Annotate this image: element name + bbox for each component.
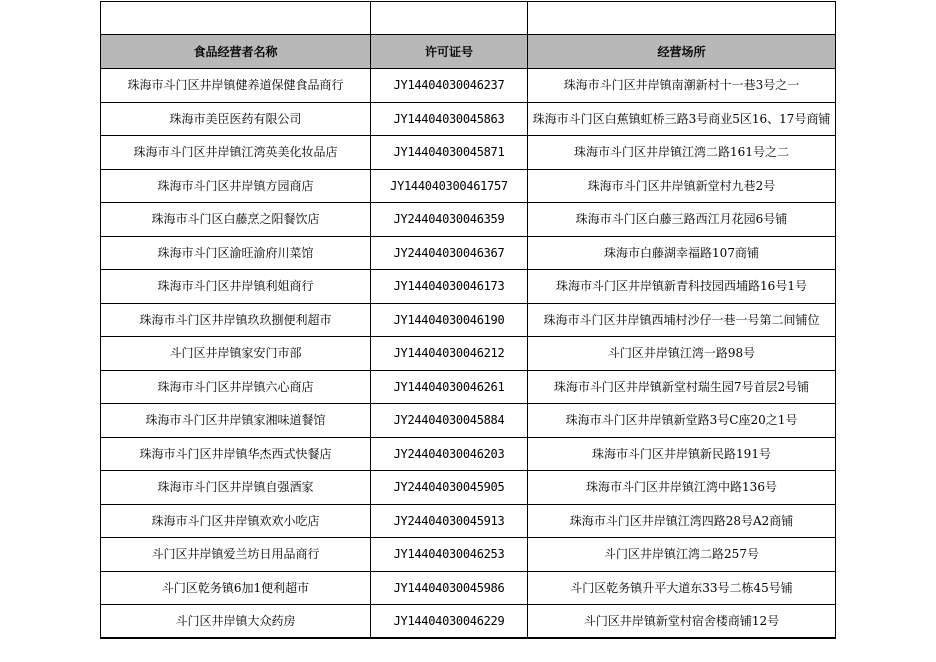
table-row (101, 303, 836, 337)
cell-address: 珠海市斗门区井岸镇新青科技园西埔路16号1号 (528, 270, 836, 304)
cell-license: JY14404030045871 (371, 136, 528, 170)
cell-license: JY14404030046237 (371, 69, 528, 103)
cell-license: JY24404030046203 (371, 437, 528, 471)
cell-license: JY24404030045905 (371, 471, 528, 505)
cell-name: 珠海市斗门区井岸镇家湘味道餐馆 (101, 404, 371, 438)
table-row (101, 102, 836, 136)
cell-license: JY14404030045986 (371, 571, 528, 605)
license-table (100, 1, 836, 639)
table-row (101, 471, 836, 505)
table-row (101, 437, 836, 471)
blank-cell (101, 2, 371, 35)
table-row (101, 605, 836, 639)
table-row (101, 337, 836, 371)
cell-license: JY24404030046367 (371, 236, 528, 270)
cell-license: JY24404030045884 (371, 404, 528, 438)
cell-license: JY144040300461757 (371, 169, 528, 203)
blank-cell (528, 2, 836, 35)
cell-name: 斗门区井岸镇家安门市部 (101, 337, 371, 371)
cell-address: 珠海市斗门区井岸镇新堂村九巷2号 (528, 169, 836, 203)
cell-license: JY24404030045913 (371, 504, 528, 538)
table-row (101, 370, 836, 404)
cell-address: 斗门区井岸镇江湾一路98号 (528, 337, 836, 371)
cell-license: JY14404030046229 (371, 605, 528, 639)
cell-license: JY14404030046253 (371, 538, 528, 572)
cell-license: JY14404030046261 (371, 370, 528, 404)
cell-address: 珠海市斗门区井岸镇西埔村沙仔一巷一号第二间铺位 (528, 303, 836, 337)
blank-cell (371, 2, 528, 35)
cell-address: 珠海市斗门区白蕉镇虹桥三路3号商业5区16、17号商铺 (528, 102, 836, 136)
cell-name: 珠海市美臣医药有限公司 (101, 102, 371, 136)
cell-name: 斗门区井岸镇爱兰坊日用品商行 (101, 538, 371, 572)
table-row (101, 169, 836, 203)
cell-address: 珠海市斗门区井岸镇江湾四路28号A2商铺 (528, 504, 836, 538)
table-row (101, 571, 836, 605)
cell-name: 珠海市斗门区井岸镇欢欢小吃店 (101, 504, 371, 538)
table-row (101, 136, 836, 170)
cell-name: 珠海市斗门区井岸镇玖玖捌便利超市 (101, 303, 371, 337)
header-row (101, 35, 836, 69)
blank-row (101, 2, 836, 35)
table-row (101, 404, 836, 438)
cell-name: 斗门区井岸镇大众药房 (101, 605, 371, 639)
cell-address: 珠海市斗门区井岸镇江湾中路136号 (528, 471, 836, 505)
table-row (101, 270, 836, 304)
cell-name: 斗门区乾务镇6加1便利超市 (101, 571, 371, 605)
cell-address: 珠海市斗门区井岸镇新民路191号 (528, 437, 836, 471)
cell-address: 斗门区乾务镇升平大道东33号二栋45号铺 (528, 571, 836, 605)
cell-address: 珠海市白藤湖幸福路107商铺 (528, 236, 836, 270)
cell-license: JY14404030046173 (371, 270, 528, 304)
header-address: 经营场所 (528, 35, 836, 69)
table-row (101, 69, 836, 103)
cell-license: JY24404030046359 (371, 203, 528, 237)
cell-name: 珠海市斗门区井岸镇自强酒家 (101, 471, 371, 505)
table-row (101, 538, 836, 572)
cell-name: 珠海市斗门区白藤烹之阳餐饮店 (101, 203, 371, 237)
cell-name: 珠海市斗门区井岸镇健养道保健食品商行 (101, 69, 371, 103)
cell-name: 珠海市斗门区井岸镇华杰西式快餐店 (101, 437, 371, 471)
header-name: 食品经营者名称 (101, 35, 371, 69)
cell-name: 珠海市斗门区井岸镇六心商店 (101, 370, 371, 404)
cell-address: 珠海市斗门区井岸镇南潮新村十一巷3号之一 (528, 69, 836, 103)
cell-name: 珠海市斗门区渝旺渝府川菜馆 (101, 236, 371, 270)
cell-license: JY14404030046212 (371, 337, 528, 371)
cell-name: 珠海市斗门区井岸镇江湾英美化妆品店 (101, 136, 371, 170)
header-license: 许可证号 (371, 35, 528, 69)
table-row (101, 236, 836, 270)
cell-address: 斗门区井岸镇新堂村宿舍楼商铺12号 (528, 605, 836, 639)
cell-name: 珠海市斗门区井岸镇方园商店 (101, 169, 371, 203)
cell-address: 珠海市斗门区井岸镇新堂村瑞生园7号首层2号铺 (528, 370, 836, 404)
cell-license: JY14404030045863 (371, 102, 528, 136)
table-row (101, 504, 836, 538)
cell-address: 珠海市斗门区井岸镇新堂路3号C座20之1号 (528, 404, 836, 438)
cell-address: 珠海市斗门区井岸镇江湾二路161号之二 (528, 136, 836, 170)
table-row (101, 203, 836, 237)
cell-address: 斗门区井岸镇江湾二路257号 (528, 538, 836, 572)
cell-name: 珠海市斗门区井岸镇利姐商行 (101, 270, 371, 304)
cell-license: JY14404030046190 (371, 303, 528, 337)
cell-address: 珠海市斗门区白藤三路西江月花园6号铺 (528, 203, 836, 237)
